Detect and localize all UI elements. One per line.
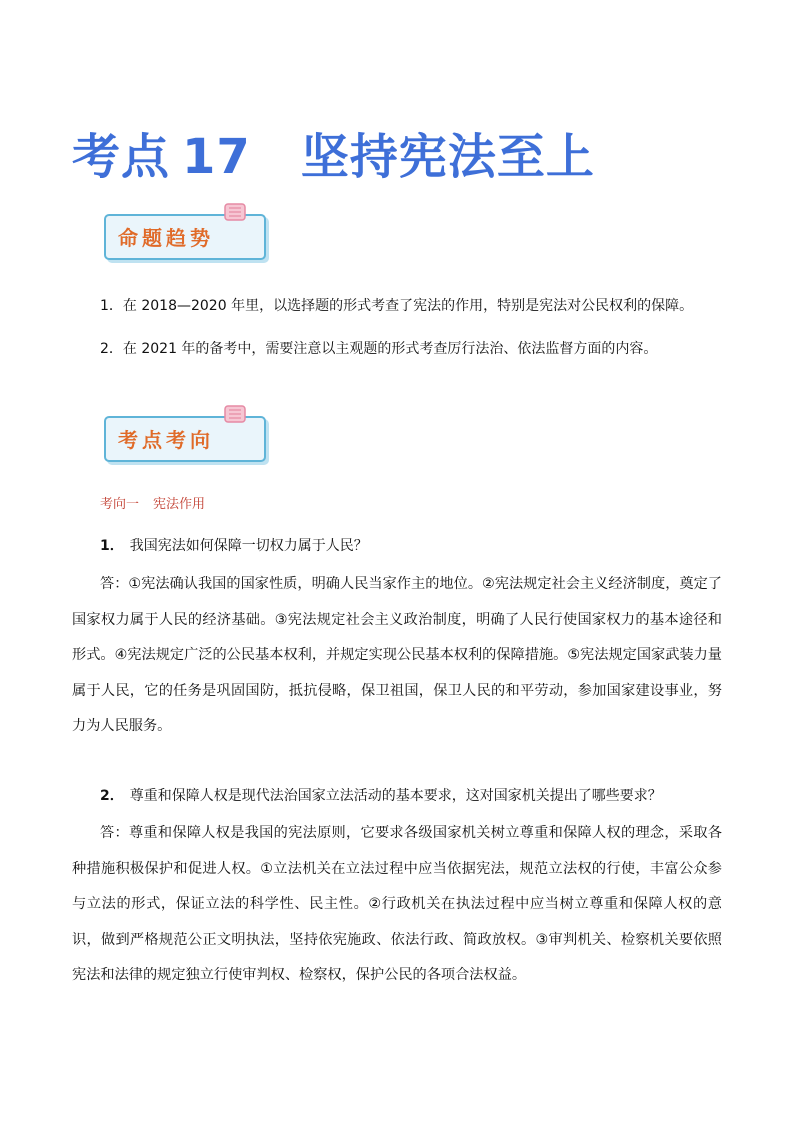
trend-item-1: 1．在 2018—2020 年里，以选择题的形式考查了宪法的作用，特别是宪法对公民权利的保障。: [100, 298, 694, 314]
question-number: 1．: [100, 538, 124, 554]
question-text: 我国宪法如何保障一切权力属于人民？: [129, 538, 368, 554]
trend-item-2: 2．在 2021 年的备考中，需要注意以主观题的形式考查厉行法治、依法监督方面的内容。: [100, 341, 658, 357]
banner-label: 考点考向: [118, 428, 214, 452]
banner-trend: [104, 208, 266, 254]
paper-clip-icon: [222, 404, 248, 426]
answer-2: 答：尊重和保障人权是我国的宪法原则，它要求各级国家机关树立尊重和保障人权的理念，采取各种措施积极保护和促进人权。①立法机关在立法过程中应当依据宪法，规范立法权的行使，丰富公众参与立法的形式，保证立法的科学性、民主性。②行政机关在执法过程中应当树立尊重和保障人权的意识，做到严格规范公正文明执法，坚持依宪施政、依法行政、简政放权。③审判机关、检察机关要依照宪法和法律的规定独立行使审判权、检察权，保护公民的各项合法权益。: [72, 825, 722, 983]
section-topic: 宪法作用: [153, 497, 206, 512]
question-2: [100, 785, 662, 805]
section-heading: [100, 493, 205, 512]
answer-1: 答：①宪法确认我国的国家性质，明确人民当家作主的地位。②宪法规定社会主义经济制度，奠定了国家权力属于人民的经济基础。③宪法规定社会主义政治制度，明确了人民行使国家权力的基本途径和形式。④宪法规定广泛的公民基本权利，并规定实现公民基本权利的保障措施。⑤宪法规定国家武装力量属于人民，它的任务是巩固国防，抵抗侵略，保卫祖国，保卫人民的和平劳动，参加国家建设事业，努力为人民服务。: [72, 576, 722, 734]
question-1: [100, 535, 368, 555]
question-number: 2．: [100, 788, 124, 804]
section-label: 考向一: [100, 497, 140, 512]
title-number: 17: [182, 129, 251, 185]
question-text: 尊重和保障人权是现代法治国家立法活动的基本要求，这对国家机关提出了哪些要求？: [129, 788, 662, 804]
page-title: [72, 118, 595, 187]
banner-direction: [104, 410, 266, 456]
title-text: 坚持宪法至上: [300, 129, 595, 185]
title-prefix: 考点: [72, 129, 171, 185]
banner-label: 命题趋势: [118, 226, 214, 250]
paper-clip-icon: [222, 202, 248, 224]
